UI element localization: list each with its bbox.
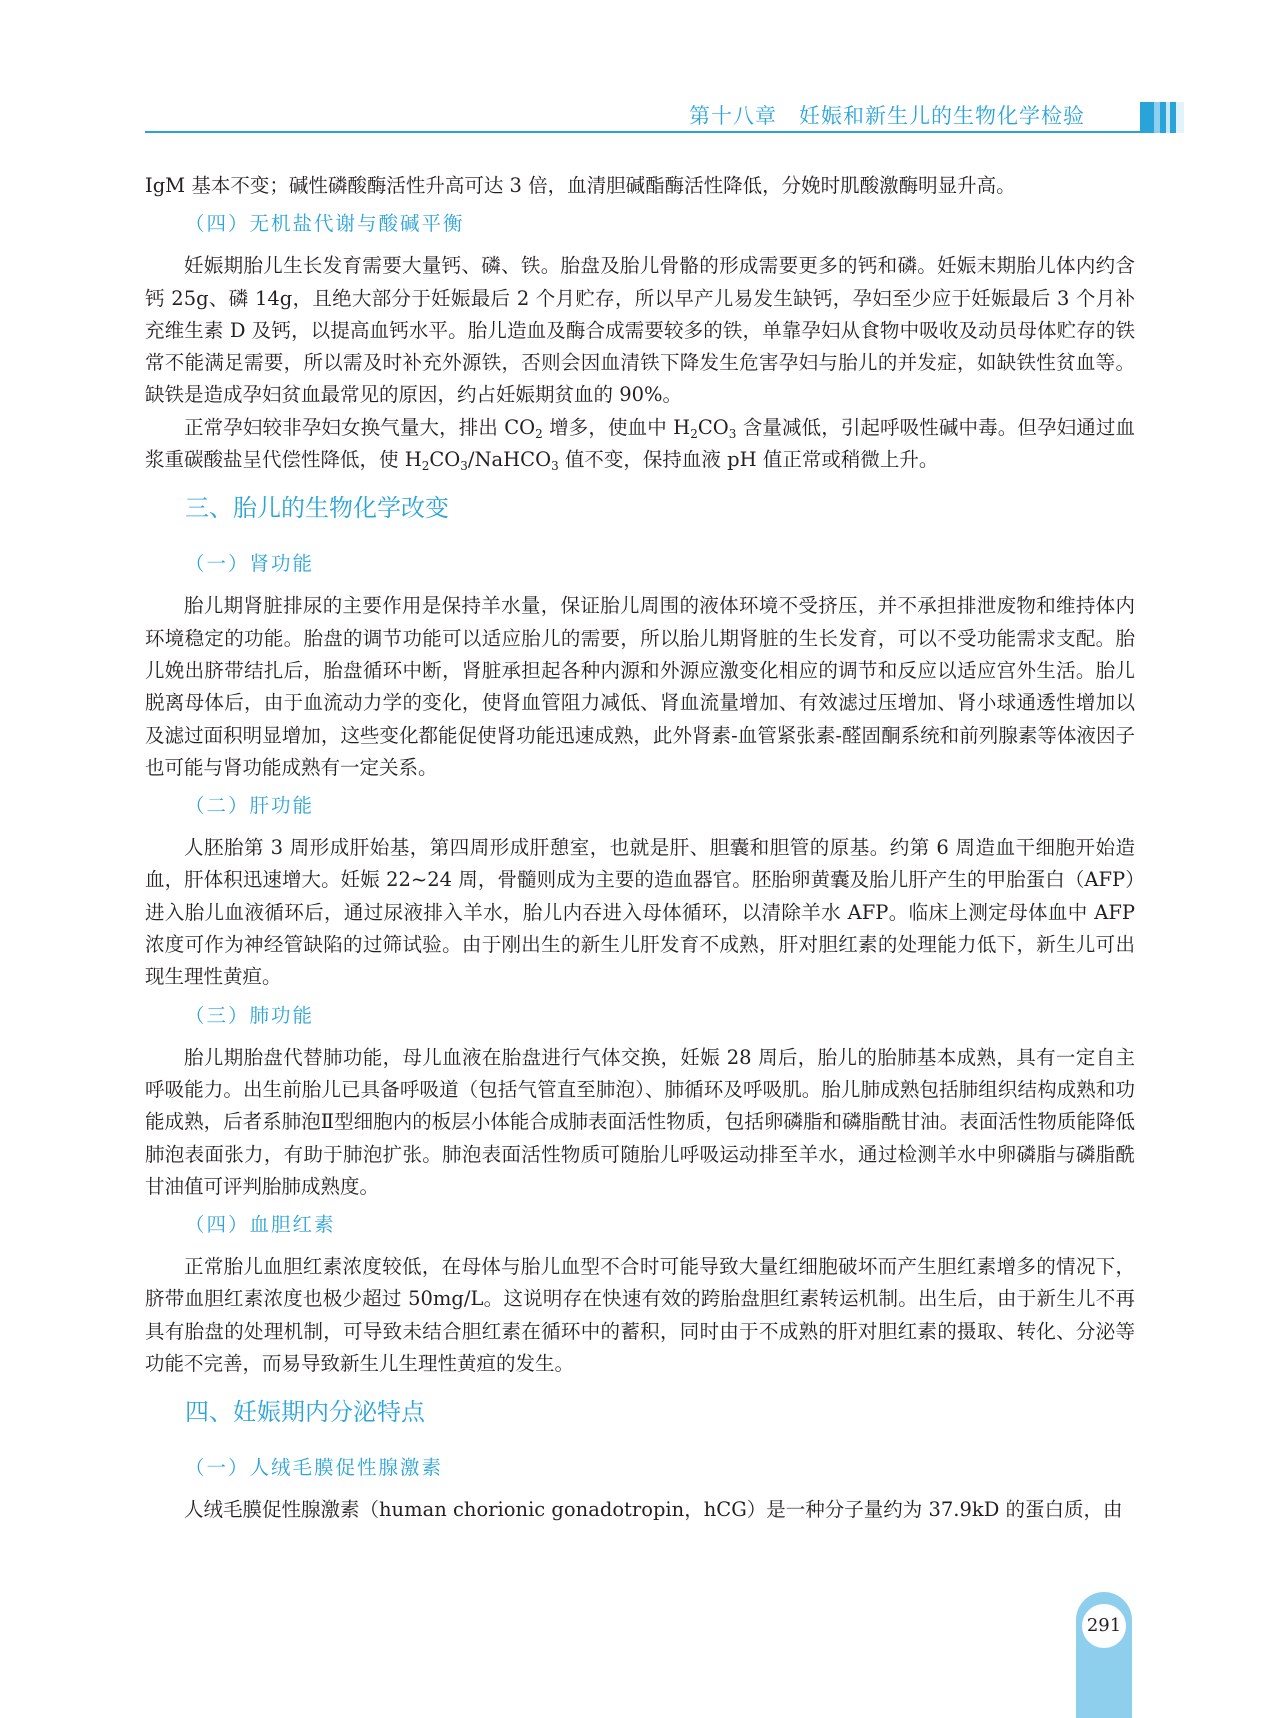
subsection-heading: （一）肾功能 — [185, 552, 315, 576]
paragraph: 胎儿期胎盘代替肺功能，母儿血液在胎盘进行气体交换，妊娠 28 周后，胎儿的胎肺基本成熟，具有一定自主呼吸能力。出生前胎儿已具备呼吸道（包括气管直至肺泡）、肺循环及呼吸肌。胎儿肺成熟包括肺组织结构成熟和功能成熟，后者系肺泡Ⅱ型细胞内的板层小体能合成肺表面活性物质，包括卵磷脂和磷脂酰甘油。表面活性物质能降低肺泡表面张力，有助于肺泡扩张。肺泡表面活性物质可随胎儿呼吸运动排至羊水，通过检测羊水中卵磷脂与磷脂酰甘油值可评判胎肺成熟度。 — [145, 1045, 1135, 1198]
subsection-heading: （三）肺功能 — [185, 1003, 315, 1027]
paragraph: 正常胎儿血胆红素浓度较低，在母体与胎儿血型不合时可能导致大量红细胞破坏而产生胆红素增多的情况下，脐带血胆红素浓度也极少超过 50mg/L。这说明存在快速有效的跨胎盘胆红素转运机制。出生后，由于新生儿不再具有胎盘的处理机制，可导致未结合胆红素在循环中的蓄积，同时由于不成熟的肝对胆红素的摄取、转化、分泌等功能不完善，而易导致新生儿生理性黄疸的发生。 — [145, 1255, 1135, 1376]
page-header — [0, 0, 1275, 140]
subsection-heading: （二）肝功能 — [185, 794, 315, 818]
subscript: 3 — [551, 459, 559, 474]
paragraph: 妊娠期胎儿生长发育需要大量钙、磷、铁。胎盘及胎儿骨骼的形成需要更多的钙和磷。妊娠末期胎儿体内约含钙 25g、磷 14g，且绝大部分于妊娠最后 2 个月贮存，所以早产儿易发生缺钙，孕妇至少应于妊娠最后 3 个月补充维生素 D 及钙，以提高血钙水平。胎儿造血及酶合成需要较多的铁，单靠孕妇从食物中吸收及动员母体贮存的铁常不能满足需要，所以需及时补充外源铁，否则会因血清铁下降发生危害孕妇与胎儿的并发症，如缺铁性贫血等。缺铁是造成孕妇贫血最常见的原因，约占妊娠期贫血的 90%。 — [145, 254, 1135, 407]
paragraph: 人绒毛膜促性腺激素（human chorionic gonadotropin，hCG）是一种分子量约为 37.9kD 的蛋白质，由 — [184, 1498, 1123, 1522]
page-number: 291 — [1082, 1604, 1126, 1648]
paragraph: 胎儿期肾脏排尿的主要作用是保持羊水量，保证胎儿周围的液体环境不受挤压，并不承担排泄废物和维持体内环境稳定的功能。胎盘的调节功能可以适应胎儿的需要，所以胎儿期肾脏的生长发育，可以不受功能需求支配。胎儿娩出脐带结扎后，胎盘循环中断，肾脏承担起各种内源和外源应激变化相应的调节和反应以适应宫外生活。胎儿脱离母体后，由于血流动力学的变化，使肾血管阻力减低、肾血流量增加、有效滤过压增加、肾小球通透性增加以及滤过面积明显增加，这些变化都能促使肾功能迅速成熟，此外肾素-血管紧张素-醛固酮系统和前列腺素等体液因子也可能与肾功能成熟有一定关系。 — [145, 594, 1135, 779]
text-run: /NaHCO — [467, 448, 552, 472]
section-heading: 三、胎儿的生物化学改变 — [185, 494, 449, 523]
chapter-title: 第十八章 妊娠和新生儿的生物化学检验 — [689, 104, 1085, 128]
subsection-heading: （一）人绒毛膜促性腺激素 — [185, 1456, 444, 1480]
header-rule — [145, 131, 1145, 133]
subscript: 2 — [535, 426, 543, 441]
subscript: 2 — [690, 426, 698, 441]
text-run: 增多，使血中 H — [542, 415, 691, 439]
header-color-strip — [1154, 102, 1160, 133]
text-run: CO — [697, 415, 729, 439]
text-run: CO — [429, 448, 461, 472]
text-run: 正常孕妇较非孕妇女换气量大，排出 CO — [184, 415, 536, 439]
subscript: 2 — [421, 459, 430, 474]
section-heading: 四、妊娠期内分泌特点 — [185, 1398, 425, 1427]
paragraph: IgM 基本不变；碱性磷酸酶活性升高可达 3 倍，血清胆碱酯酶活性降低，分娩时肌酸激酶明显升高。 — [145, 174, 1016, 197]
subsection-heading: （四）无机盐代谢与酸碱平衡 — [185, 212, 465, 236]
text-run: 值不变，保持血液 pH 值正常或稍微上升。 — [558, 448, 939, 472]
paragraph — [145, 412, 1135, 477]
subscript: 3 — [460, 459, 468, 474]
header-color-strip — [1166, 102, 1170, 133]
header-color-strip — [1176, 102, 1184, 133]
subsection-heading: （四）血胆红素 — [185, 1213, 336, 1237]
page-body — [145, 170, 1135, 1527]
text-run: 含量减低，引起呼吸性碱中毒。但孕妇通过血浆重碳酸盐呈代偿性降低，使 H — [145, 415, 1136, 472]
paragraph: 人胚胎第 3 周形成肝始基，第四周形成肝憩室，也就是肝、胆囊和胆管的原基。约第 6 周造血干细胞开始造血，肝体积迅速增大。妊娠 22~24 周，骨髓则成为主要的造血器官。胚胎卵黄囊及胎儿肝产生的甲胎蛋白（AFP）进入胎儿血液循环后，通过尿液排入羊水，胎儿内吞进入母体循环，以清除羊水 AFP。临床上测定母体血中 AFP 浓度可作为神经管缺陷的过筛试验。由于刚出生的新生儿肝发育不成熟，肝对胆红素的处理能力低下，新生儿可出现生理性黄疸。 — [145, 836, 1135, 989]
subscript: 3 — [728, 426, 737, 441]
